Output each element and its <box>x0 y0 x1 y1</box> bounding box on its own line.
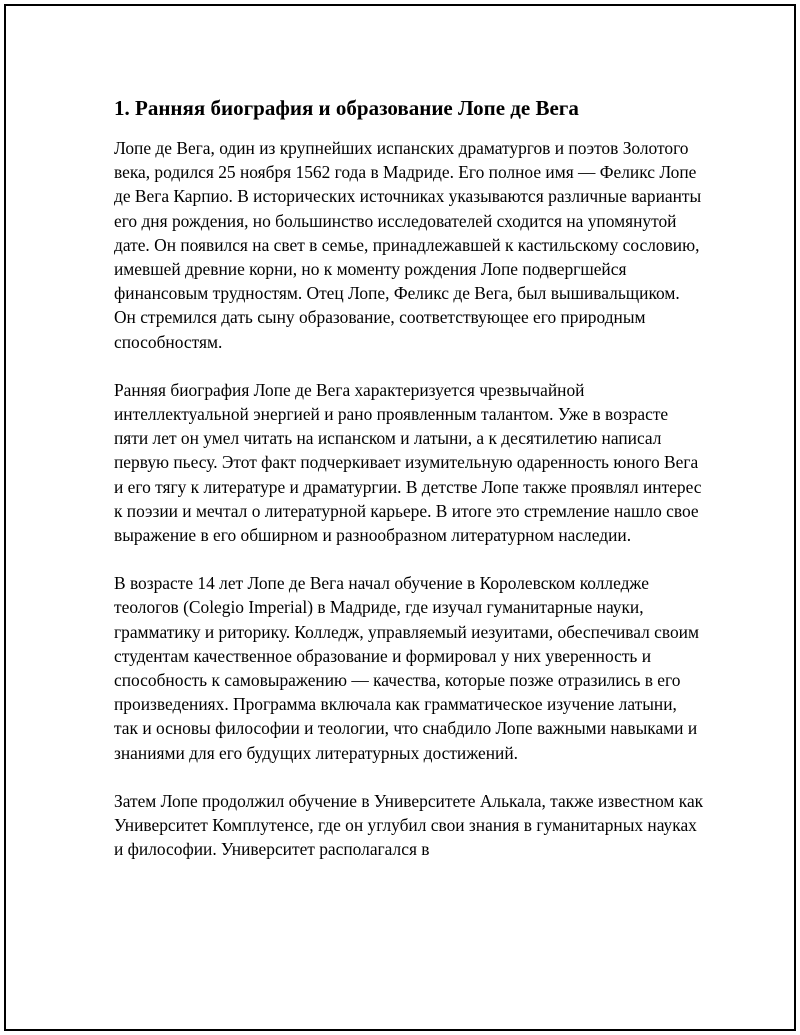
document-body <box>114 94 704 885</box>
section-heading: 1. Ранняя биография и образование Лопе де Вега <box>114 96 579 120</box>
paragraph-2: Ранняя биография Лопе де Вега характеризуется чрезвычайной интеллектуальной энергией и рано проявленным талантом. Уже в возрасте пяти лет он умел читать на испанском и латыни, а к десятилетию написал первую пьесу. Этот факт подчеркивает изумительную одаренность юного Вега и его тягу к литературе и драматургии. В детстве Лопе также проявлял интерес к поэзии и мечтал о литературной карьере. В итоге это стремление нашло свое выражение в его обширном и разнообразном литературном наследии. <box>114 379 702 546</box>
paragraph-4: Затем Лопе продолжил обучение в Университете Алькала, также известном как Университет Комплутенсе, где он углубил свои знания в гуманитарных науках и философии. Университет располагался в <box>114 790 704 860</box>
paragraph-3: В возрасте 14 лет Лопе де Вега начал обучение в Королевском колледже теологов (Colegio Imperial) в Мадриде, где изучал гуманитарные науки, грамматику и риторику. Колледж, управляемый иезуитами, обеспечивал своим студентам качественное образование и формировал у них уверенность и способность к самовыражению — качества, которые позже отразились в его произведениях. Программа включала как грамматическое изучение латыни, так и основы философии и теологии, что снабдило Лопе важными навыками и знаниями для его будущих литературных достижений. <box>114 573 699 763</box>
paragraph-1: Лопе де Вега, один из крупнейших испанских драматургов и поэтов Золотого века, родился 25 ноября 1562 года в Мадриде. Его полное имя — Феликс Лопе де Вега Карпио. В исторических источниках указываются различные варианты его дня рождения, но большинство исследователей сходится на упомянутой дате. Он появился на свет в семье, принадлежавшей к кастильскому сословию, имевшей древние корни, но к моменту рождения Лопе подвергшейся финансовым трудностям. Отец Лопе, Феликс де Вега, был вышивальщиком. Он стремился дать сыну образование, соответствующее его природным способностям. <box>114 138 702 352</box>
